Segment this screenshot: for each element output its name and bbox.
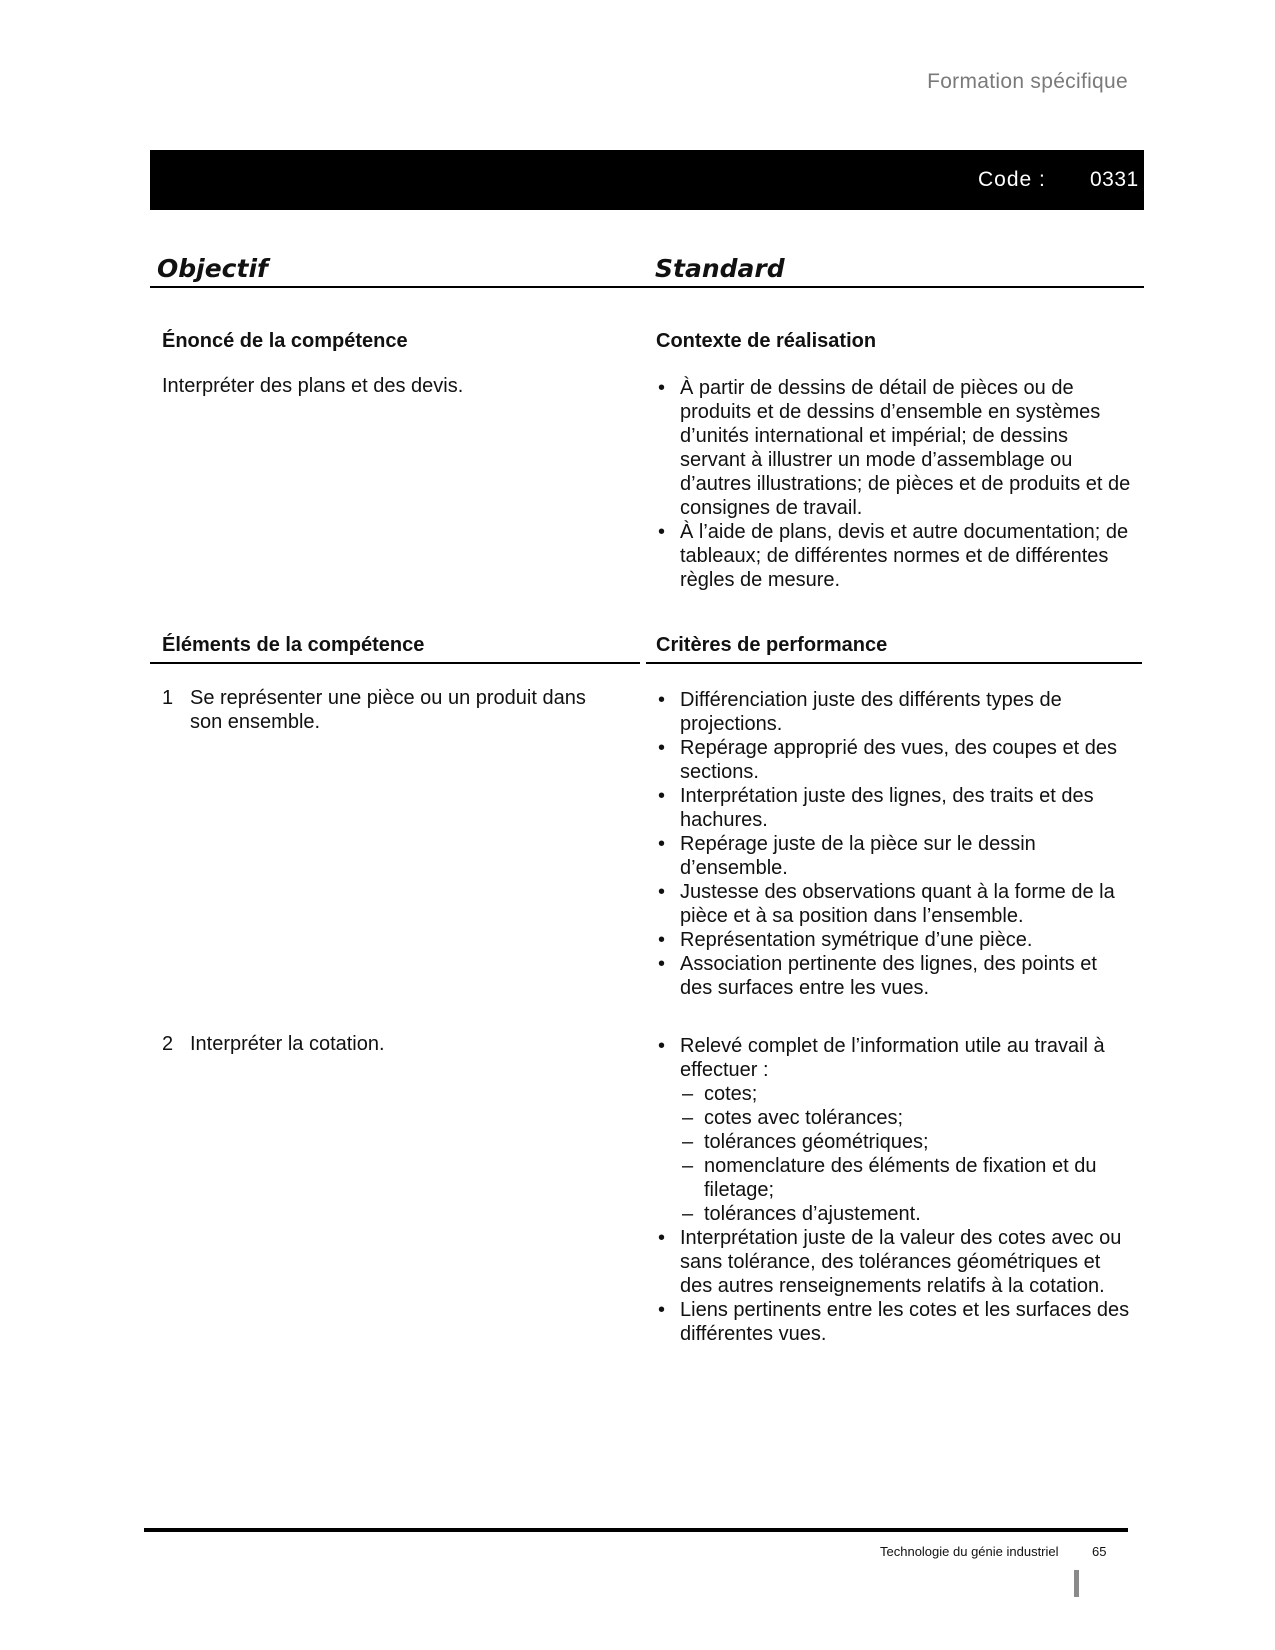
- critere-bullet: • Différenciation juste des différents types de projections.: [656, 688, 1134, 736]
- objectif-title: Objectif: [157, 254, 268, 283]
- criteres-rule: [646, 662, 1142, 664]
- footer-page-number: 65: [1092, 1544, 1107, 1559]
- critere-bullet: • Justesse des observations quant à la forme de la pièce et à sa position dans l’ensemble.: [656, 880, 1134, 928]
- contexte-list: [656, 376, 1134, 592]
- critere-subitem: – tolérances géométriques;: [680, 1130, 1134, 1154]
- code-label: Code :: [978, 168, 1046, 191]
- elements-title: Éléments de la compétence: [162, 634, 425, 656]
- standard-title: Standard: [655, 254, 785, 283]
- element-number: 1: [162, 687, 174, 709]
- critere-bullet: • Interprétation juste de la valeur des cotes avec ou sans tolérance, des tolérances géométriques et des autres renseignements relatifs à la cotation.: [656, 1226, 1134, 1298]
- contexte-bullet: • À partir de dessins de détail de pièces ou de produits et de dessins d’ensemble en systèmes d’unités international et impérial; de dessins servant à illustrer un mode d’assemblage ou d’autres illustrations; de pièces et de produits et de consignes de travail.: [656, 376, 1134, 520]
- critere-bullet: • Association pertinente des lignes, des points et des surfaces entre les vues.: [656, 952, 1134, 1000]
- elements-rule: [150, 662, 640, 664]
- critere-subitem: – cotes;: [680, 1082, 1134, 1106]
- enonce-title: Énoncé de la compétence: [162, 330, 408, 352]
- critere-bullet: • Repérage approprié des vues, des coupes et des sections.: [656, 736, 1134, 784]
- footer-margin-mark: [1074, 1570, 1079, 1597]
- critere-bullet: • Représentation symétrique d’une pièce.: [656, 928, 1134, 952]
- element-item: [162, 1032, 622, 1062]
- footer-program: Technologie du génie industriel: [880, 1544, 1059, 1559]
- contexte-bullet: • À l’aide de plans, devis et autre documentation; de tableaux; de différentes normes et de différentes règles de mesure.: [656, 520, 1134, 592]
- critere-subitem: – tolérances d’ajustement.: [680, 1202, 1134, 1226]
- critere-bullet: • Interprétation juste des lignes, des traits et des hachures.: [656, 784, 1134, 832]
- critere-bullet: • Liens pertinents entre les cotes et les surfaces des différentes vues.: [656, 1298, 1134, 1346]
- element-number: 2: [162, 1033, 174, 1055]
- critere-bullet: • Repérage juste de la pièce sur le dessin d’ensemble.: [656, 832, 1134, 880]
- criteres-list-2: [656, 1034, 1134, 1346]
- contexte-title: Contexte de réalisation: [656, 330, 877, 352]
- critere-sublist: [680, 1082, 1134, 1226]
- element-item: [162, 686, 622, 746]
- critere-subitem: – nomenclature des éléments de fixation et du filetage;: [680, 1154, 1134, 1202]
- element-text: Interpréter la cotation.: [190, 1033, 385, 1055]
- code-bar: [150, 150, 1144, 210]
- criteres-title: Critères de performance: [656, 634, 888, 656]
- critere-subitem: – cotes avec tolérances;: [680, 1106, 1134, 1130]
- column-title-rule: [150, 286, 1144, 288]
- element-text: Se représenter une pièce ou un produit dans son ensemble.: [190, 687, 586, 733]
- footer-rule: [144, 1528, 1128, 1532]
- critere-bullet: [656, 1034, 1134, 1226]
- code-value: 0331: [1090, 168, 1139, 191]
- enonce-text: Interpréter des plans et des devis.: [162, 375, 464, 397]
- criteres-list-1: [656, 688, 1134, 1000]
- critere-bullet-text: Relevé complet de l’information utile au travail à effectuer :: [680, 1035, 1105, 1081]
- running-header: Formation spécifique: [927, 70, 1128, 93]
